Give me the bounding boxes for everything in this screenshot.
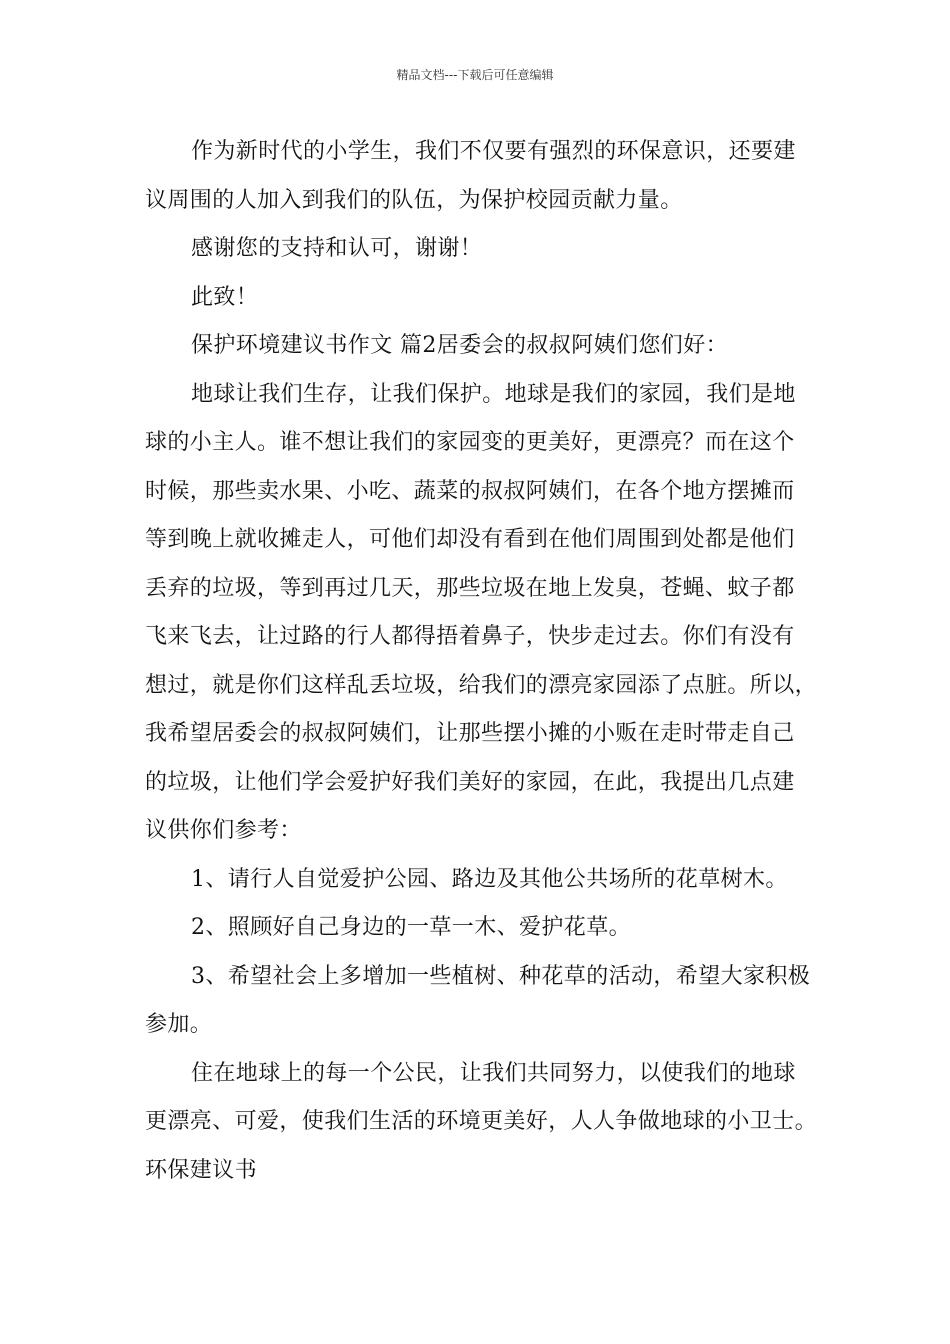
paragraph-line: 地球让我们生存，让我们保护。地球是我们的家园，我们是地 — [191, 381, 796, 407]
paragraph-line: 更漂亮、可爱，使我们生活的环境更美好，人人争做地球的小卫士。 — [145, 1109, 818, 1134]
paragraph-line: 保护环境建议书作文 篇2居委会的叔叔阿姨们您们好： — [191, 333, 728, 358]
paragraph-line: 此致！ — [191, 284, 259, 310]
paragraph-line: 想过，就是你们这样乱丢垃圾，给我们的漂亮家园添了点脏。所以， — [145, 672, 818, 698]
paragraph-line: 等到晚上就收摊走人，可他们却没有看到在他们周围到处都是他们 — [145, 527, 795, 552]
paragraph-line: 住在地球上的每一个公民，让我们共同努力，以使我们的地球 — [191, 1060, 796, 1086]
paragraph-line: 环保建议书 — [145, 1157, 258, 1183]
paragraph-line: 3、希望社会上多增加一些植树、种花草的活动，希望大家积极 — [191, 963, 811, 989]
paragraph-line: 感谢您的支持和认可，谢谢！ — [191, 236, 483, 261]
paragraph-line: 议周围的人加入到我们的队伍，为保护校园贡献力量。 — [145, 187, 683, 213]
page-header: 精品文档---下载后可任意编辑 — [396, 68, 554, 82]
paragraph-line: 我希望居委会的叔叔阿姨们，让那些摆小摊的小贩在走时带走自己 — [145, 721, 795, 746]
document-body — [145, 128, 817, 1195]
paragraph-line: 时候，那些卖水果、小吃、蔬菜的叔叔阿姨们，在各个地方摆摊而 — [145, 478, 795, 504]
paragraph-line: 丢弃的垃圾，等到再过几天，那些垃圾在地上发臭，苍蝇、蚊子都 — [145, 575, 795, 601]
paragraph-line: 的垃圾，让他们学会爱护好我们美好的家园，在此，我提出几点建 — [145, 769, 795, 795]
paragraph-line: 议供你们参考： — [145, 818, 302, 843]
paragraph-line: 球的小主人。谁不想让我们的家园变的更美好，更漂亮？而在这个 — [145, 430, 795, 455]
paragraph-line: 2、照顾好自己身边的一草一木、爱护花草。 — [191, 915, 631, 940]
paragraph-line: 参加。 — [145, 1012, 213, 1037]
paragraph-line: 飞来飞去，让过路的行人都得捂着鼻子，快步走过去。你们有没有 — [145, 624, 795, 649]
paragraph-line: 作为新时代的小学生，我们不仅要有强烈的环保意识，还要建 — [191, 139, 796, 164]
paragraph-line: 1、请行人自觉爱护公园、路边及其他公共场所的花草树木。 — [191, 866, 788, 892]
